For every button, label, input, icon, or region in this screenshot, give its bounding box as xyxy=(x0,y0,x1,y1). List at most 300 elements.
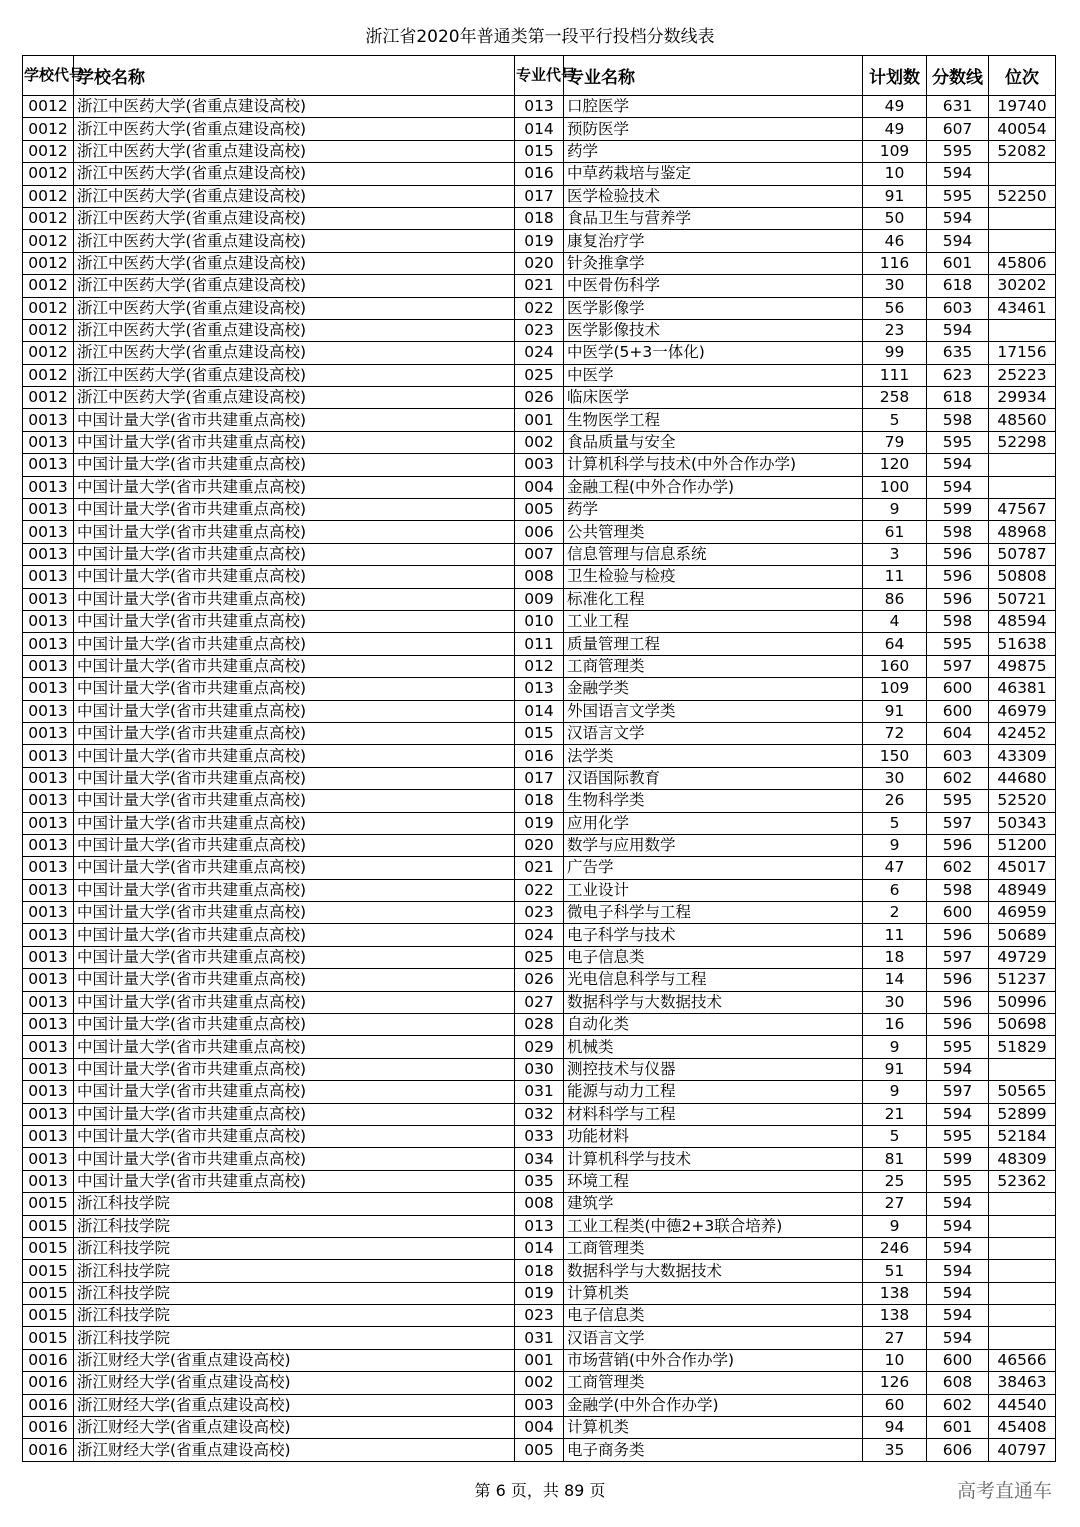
table-row xyxy=(23,902,1056,924)
table-body xyxy=(23,96,1056,1462)
major-code-cell: 029 xyxy=(515,1036,564,1058)
major-code-cell: 005 xyxy=(515,499,564,521)
rank-cell xyxy=(989,1193,1056,1215)
plan-cell: 126 xyxy=(863,1372,927,1394)
table-row xyxy=(23,207,1056,229)
plan-cell: 100 xyxy=(863,476,927,498)
table-row xyxy=(23,946,1056,968)
plan-cell: 5 xyxy=(863,1125,927,1147)
school-code-cell: 0013 xyxy=(23,409,74,431)
school-name-cell: 中国计量大学(省市共建重点高校) xyxy=(74,499,515,521)
major-name-cell: 医学检验技术 xyxy=(564,185,863,207)
school-code-cell: 0015 xyxy=(23,1305,74,1327)
score-cell: 607 xyxy=(927,118,989,140)
major-code-cell: 031 xyxy=(515,1081,564,1103)
major-code-cell: 002 xyxy=(515,1372,564,1394)
school-code-cell: 0013 xyxy=(23,566,74,588)
table-row xyxy=(23,722,1056,744)
school-name-cell: 中国计量大学(省市共建重点高校) xyxy=(74,678,515,700)
table-row xyxy=(23,1439,1056,1461)
rank-cell: 38463 xyxy=(989,1372,1056,1394)
rank-cell xyxy=(989,319,1056,341)
plan-cell: 56 xyxy=(863,297,927,319)
school-name-cell: 中国计量大学(省市共建重点高校) xyxy=(74,588,515,610)
school-code-cell: 0013 xyxy=(23,924,74,946)
plan-cell: 5 xyxy=(863,409,927,431)
major-name-cell: 材料科学与工程 xyxy=(564,1103,863,1125)
table-row xyxy=(23,1282,1056,1304)
school-code-cell: 0013 xyxy=(23,1148,74,1170)
page-title: 浙江省2020年普通类第一段平行投档分数线表 xyxy=(365,27,715,47)
school-name-cell: 浙江中医药大学(省重点建设高校) xyxy=(74,252,515,274)
school-name-cell: 中国计量大学(省市共建重点高校) xyxy=(74,902,515,924)
table-row xyxy=(23,790,1056,812)
major-name-cell: 功能材料 xyxy=(564,1125,863,1147)
rank-cell: 52362 xyxy=(989,1170,1056,1192)
table-row xyxy=(23,678,1056,700)
school-name-cell: 浙江中医药大学(省重点建设高校) xyxy=(74,207,515,229)
rank-cell: 46959 xyxy=(989,902,1056,924)
major-name-cell: 汉语国际教育 xyxy=(564,767,863,789)
table-row xyxy=(23,767,1056,789)
table-row xyxy=(23,1193,1056,1215)
school-name-cell: 中国计量大学(省市共建重点高校) xyxy=(74,924,515,946)
school-name-cell: 中国计量大学(省市共建重点高校) xyxy=(74,633,515,655)
rank-cell: 30202 xyxy=(989,275,1056,297)
score-cell: 596 xyxy=(927,924,989,946)
rank-cell: 50721 xyxy=(989,588,1056,610)
major-name-cell: 数据科学与大数据技术 xyxy=(564,1260,863,1282)
major-name-cell: 生物医学工程 xyxy=(564,409,863,431)
school-code-cell: 0013 xyxy=(23,700,74,722)
school-code-cell: 0013 xyxy=(23,499,74,521)
table-row xyxy=(23,745,1056,767)
plan-cell: 111 xyxy=(863,364,927,386)
plan-cell: 109 xyxy=(863,678,927,700)
major-name-cell: 电子信息类 xyxy=(564,1305,863,1327)
school-code-cell: 0012 xyxy=(23,118,74,140)
school-name-cell: 浙江中医药大学(省重点建设高校) xyxy=(74,319,515,341)
school-name-cell: 中国计量大学(省市共建重点高校) xyxy=(74,543,515,565)
table-row xyxy=(23,499,1056,521)
school-code-cell: 0012 xyxy=(23,207,74,229)
score-cell: 600 xyxy=(927,678,989,700)
table-row xyxy=(23,1081,1056,1103)
table-row xyxy=(23,476,1056,498)
plan-cell: 18 xyxy=(863,946,927,968)
school-name-cell: 浙江财经大学(省重点建设高校) xyxy=(74,1372,515,1394)
school-code-cell: 0012 xyxy=(23,342,74,364)
score-cell: 594 xyxy=(927,1282,989,1304)
plan-cell: 120 xyxy=(863,454,927,476)
rank-cell: 51200 xyxy=(989,834,1056,856)
score-cell: 594 xyxy=(927,1193,989,1215)
header-plan: 计划数 xyxy=(863,56,927,96)
major-code-cell: 031 xyxy=(515,1327,564,1349)
major-name-cell: 药学 xyxy=(564,499,863,521)
score-cell: 598 xyxy=(927,610,989,632)
table-row xyxy=(23,1215,1056,1237)
school-code-cell: 0013 xyxy=(23,812,74,834)
major-name-cell: 环境工程 xyxy=(564,1170,863,1192)
school-code-cell: 0012 xyxy=(23,364,74,386)
school-code-cell: 0013 xyxy=(23,857,74,879)
school-name-cell: 中国计量大学(省市共建重点高校) xyxy=(74,431,515,453)
major-name-cell: 食品质量与安全 xyxy=(564,431,863,453)
score-cell: 596 xyxy=(927,969,989,991)
rank-cell: 43309 xyxy=(989,745,1056,767)
major-name-cell: 测控技术与仪器 xyxy=(564,1058,863,1080)
score-cell: 603 xyxy=(927,297,989,319)
major-code-cell: 018 xyxy=(515,790,564,812)
rank-cell: 48309 xyxy=(989,1148,1056,1170)
score-cell: 594 xyxy=(927,1237,989,1259)
header-major-name: 专业名称 xyxy=(564,56,863,96)
school-code-cell: 0013 xyxy=(23,543,74,565)
plan-cell: 9 xyxy=(863,834,927,856)
rank-cell: 50996 xyxy=(989,991,1056,1013)
plan-cell: 91 xyxy=(863,700,927,722)
school-name-cell: 浙江中医药大学(省重点建设高校) xyxy=(74,140,515,162)
score-cell: 602 xyxy=(927,767,989,789)
major-name-cell: 应用化学 xyxy=(564,812,863,834)
school-name-cell: 浙江财经大学(省重点建设高校) xyxy=(74,1417,515,1439)
score-cell: 618 xyxy=(927,275,989,297)
score-cell: 598 xyxy=(927,409,989,431)
school-name-cell: 浙江科技学院 xyxy=(74,1215,515,1237)
major-code-cell: 033 xyxy=(515,1125,564,1147)
table-row xyxy=(23,543,1056,565)
school-code-cell: 0012 xyxy=(23,140,74,162)
table-row xyxy=(23,633,1056,655)
score-cell: 595 xyxy=(927,431,989,453)
plan-cell: 72 xyxy=(863,722,927,744)
plan-cell: 79 xyxy=(863,431,927,453)
major-name-cell: 金融学(中外合作办学) xyxy=(564,1394,863,1416)
score-cell: 596 xyxy=(927,1014,989,1036)
major-code-cell: 001 xyxy=(515,409,564,431)
major-code-cell: 026 xyxy=(515,387,564,409)
rank-cell xyxy=(989,163,1056,185)
school-name-cell: 中国计量大学(省市共建重点高校) xyxy=(74,521,515,543)
score-cell: 596 xyxy=(927,543,989,565)
score-table xyxy=(22,55,1056,1462)
rank-cell: 52250 xyxy=(989,185,1056,207)
plan-cell: 160 xyxy=(863,655,927,677)
plan-cell: 49 xyxy=(863,96,927,118)
major-name-cell: 电子商务类 xyxy=(564,1439,863,1461)
major-code-cell: 025 xyxy=(515,364,564,386)
table-row xyxy=(23,140,1056,162)
table-row xyxy=(23,1058,1056,1080)
school-code-cell: 0013 xyxy=(23,834,74,856)
plan-cell: 99 xyxy=(863,342,927,364)
rank-cell: 42452 xyxy=(989,722,1056,744)
major-name-cell: 工商管理类 xyxy=(564,1372,863,1394)
school-name-cell: 中国计量大学(省市共建重点高校) xyxy=(74,790,515,812)
major-name-cell: 建筑学 xyxy=(564,1193,863,1215)
score-cell: 595 xyxy=(927,140,989,162)
table-row xyxy=(23,1260,1056,1282)
table-row xyxy=(23,610,1056,632)
school-name-cell: 中国计量大学(省市共建重点高校) xyxy=(74,1125,515,1147)
rank-cell: 51829 xyxy=(989,1036,1056,1058)
table-row xyxy=(23,364,1056,386)
major-name-cell: 外国语言文学类 xyxy=(564,700,863,722)
major-name-cell: 信息管理与信息系统 xyxy=(564,543,863,565)
plan-cell: 258 xyxy=(863,387,927,409)
table-row xyxy=(23,1103,1056,1125)
rank-cell: 50787 xyxy=(989,543,1056,565)
school-name-cell: 浙江科技学院 xyxy=(74,1260,515,1282)
plan-cell: 16 xyxy=(863,1014,927,1036)
school-name-cell: 中国计量大学(省市共建重点高校) xyxy=(74,1103,515,1125)
major-name-cell: 数据科学与大数据技术 xyxy=(564,991,863,1013)
major-name-cell: 中草药栽培与鉴定 xyxy=(564,163,863,185)
score-cell: 594 xyxy=(927,1305,989,1327)
table-row xyxy=(23,588,1056,610)
major-code-cell: 016 xyxy=(515,163,564,185)
plan-cell: 64 xyxy=(863,633,927,655)
rank-cell: 46381 xyxy=(989,678,1056,700)
score-cell: 597 xyxy=(927,812,989,834)
major-name-cell: 机械类 xyxy=(564,1036,863,1058)
major-name-cell: 工商管理类 xyxy=(564,1237,863,1259)
major-code-cell: 025 xyxy=(515,946,564,968)
major-name-cell: 医学影像学 xyxy=(564,297,863,319)
school-code-cell: 0013 xyxy=(23,678,74,700)
score-cell: 598 xyxy=(927,879,989,901)
plan-cell: 138 xyxy=(863,1282,927,1304)
plan-cell: 81 xyxy=(863,1148,927,1170)
major-code-cell: 013 xyxy=(515,1215,564,1237)
table-row xyxy=(23,1237,1056,1259)
major-code-cell: 014 xyxy=(515,1237,564,1259)
major-name-cell: 食品卫生与营养学 xyxy=(564,207,863,229)
score-cell: 635 xyxy=(927,342,989,364)
school-code-cell: 0013 xyxy=(23,1036,74,1058)
school-code-cell: 0013 xyxy=(23,879,74,901)
major-code-cell: 027 xyxy=(515,991,564,1013)
major-code-cell: 008 xyxy=(515,1193,564,1215)
major-code-cell: 018 xyxy=(515,207,564,229)
score-cell: 594 xyxy=(927,163,989,185)
plan-cell: 246 xyxy=(863,1237,927,1259)
major-code-cell: 022 xyxy=(515,879,564,901)
school-name-cell: 中国计量大学(省市共建重点高校) xyxy=(74,879,515,901)
major-code-cell: 019 xyxy=(515,230,564,252)
major-name-cell: 汉语言文学 xyxy=(564,722,863,744)
score-cell: 597 xyxy=(927,655,989,677)
school-name-cell: 浙江中医药大学(省重点建设高校) xyxy=(74,185,515,207)
score-cell: 594 xyxy=(927,319,989,341)
school-name-cell: 浙江中医药大学(省重点建设高校) xyxy=(74,96,515,118)
school-code-cell: 0016 xyxy=(23,1394,74,1416)
major-code-cell: 007 xyxy=(515,543,564,565)
plan-cell: 6 xyxy=(863,879,927,901)
major-name-cell: 电子科学与技术 xyxy=(564,924,863,946)
rank-cell: 50343 xyxy=(989,812,1056,834)
school-code-cell: 0013 xyxy=(23,655,74,677)
major-code-cell: 014 xyxy=(515,118,564,140)
school-name-cell: 中国计量大学(省市共建重点高校) xyxy=(74,566,515,588)
school-name-cell: 中国计量大学(省市共建重点高校) xyxy=(74,857,515,879)
table-row xyxy=(23,185,1056,207)
school-name-cell: 浙江科技学院 xyxy=(74,1282,515,1304)
score-cell: 595 xyxy=(927,1036,989,1058)
table-row xyxy=(23,163,1056,185)
plan-cell: 47 xyxy=(863,857,927,879)
score-cell: 631 xyxy=(927,96,989,118)
score-cell: 602 xyxy=(927,1394,989,1416)
school-code-cell: 0016 xyxy=(23,1372,74,1394)
school-code-cell: 0015 xyxy=(23,1327,74,1349)
plan-cell: 91 xyxy=(863,185,927,207)
table-row xyxy=(23,879,1056,901)
table-row xyxy=(23,566,1056,588)
table-row xyxy=(23,1394,1056,1416)
school-name-cell: 中国计量大学(省市共建重点高校) xyxy=(74,655,515,677)
major-name-cell: 口腔医学 xyxy=(564,96,863,118)
major-code-cell: 028 xyxy=(515,1014,564,1036)
major-name-cell: 针灸推拿学 xyxy=(564,252,863,274)
table-row xyxy=(23,1036,1056,1058)
school-code-cell: 0013 xyxy=(23,521,74,543)
major-code-cell: 021 xyxy=(515,275,564,297)
school-name-cell: 中国计量大学(省市共建重点高校) xyxy=(74,700,515,722)
plan-cell: 9 xyxy=(863,499,927,521)
major-name-cell: 卫生检验与检疫 xyxy=(564,566,863,588)
school-name-cell: 浙江中医药大学(省重点建设高校) xyxy=(74,297,515,319)
school-name-cell: 中国计量大学(省市共建重点高校) xyxy=(74,1058,515,1080)
major-code-cell: 026 xyxy=(515,969,564,991)
school-name-cell: 浙江科技学院 xyxy=(74,1305,515,1327)
rank-cell: 50808 xyxy=(989,566,1056,588)
major-code-cell: 015 xyxy=(515,722,564,744)
plan-cell: 30 xyxy=(863,991,927,1013)
major-name-cell: 药学 xyxy=(564,140,863,162)
school-code-cell: 0012 xyxy=(23,297,74,319)
plan-cell: 60 xyxy=(863,1394,927,1416)
major-name-cell: 生物科学类 xyxy=(564,790,863,812)
major-code-cell: 015 xyxy=(515,140,564,162)
score-cell: 600 xyxy=(927,700,989,722)
school-name-cell: 浙江中医药大学(省重点建设高校) xyxy=(74,387,515,409)
school-code-cell: 0013 xyxy=(23,1103,74,1125)
score-cell: 597 xyxy=(927,946,989,968)
score-cell: 618 xyxy=(927,387,989,409)
major-code-cell: 003 xyxy=(515,1394,564,1416)
table-row xyxy=(23,1327,1056,1349)
table-row xyxy=(23,275,1056,297)
school-name-cell: 浙江财经大学(省重点建设高校) xyxy=(74,1394,515,1416)
major-name-cell: 能源与动力工程 xyxy=(564,1081,863,1103)
header-rank: 位次 xyxy=(989,56,1056,96)
table-row xyxy=(23,991,1056,1013)
rank-cell: 49729 xyxy=(989,946,1056,968)
score-cell: 623 xyxy=(927,364,989,386)
school-code-cell: 0015 xyxy=(23,1260,74,1282)
major-code-cell: 001 xyxy=(515,1349,564,1371)
rank-cell: 45017 xyxy=(989,857,1056,879)
rank-cell: 52899 xyxy=(989,1103,1056,1125)
plan-cell: 49 xyxy=(863,118,927,140)
rank-cell: 46979 xyxy=(989,700,1056,722)
plan-cell: 94 xyxy=(863,1417,927,1439)
major-code-cell: 032 xyxy=(515,1103,564,1125)
school-name-cell: 浙江财经大学(省重点建设高校) xyxy=(74,1349,515,1371)
score-cell: 594 xyxy=(927,230,989,252)
major-name-cell: 预防医学 xyxy=(564,118,863,140)
major-name-cell: 中医学(5+3一体化) xyxy=(564,342,863,364)
school-code-cell: 0013 xyxy=(23,454,74,476)
score-cell: 602 xyxy=(927,857,989,879)
school-code-cell: 0015 xyxy=(23,1193,74,1215)
school-code-cell: 0012 xyxy=(23,252,74,274)
major-name-cell: 工商管理类 xyxy=(564,655,863,677)
header-school-name: 学校名称 xyxy=(74,56,515,96)
plan-cell: 9 xyxy=(863,1215,927,1237)
score-cell: 594 xyxy=(927,207,989,229)
school-code-cell: 0015 xyxy=(23,1237,74,1259)
table-row xyxy=(23,96,1056,118)
school-name-cell: 中国计量大学(省市共建重点高校) xyxy=(74,1036,515,1058)
table-row xyxy=(23,1417,1056,1439)
score-cell: 595 xyxy=(927,1170,989,1192)
school-code-cell: 0015 xyxy=(23,1282,74,1304)
score-cell: 596 xyxy=(927,991,989,1013)
table-row xyxy=(23,342,1056,364)
school-code-cell: 0013 xyxy=(23,431,74,453)
school-name-cell: 中国计量大学(省市共建重点高校) xyxy=(74,946,515,968)
major-code-cell: 023 xyxy=(515,902,564,924)
school-name-cell: 浙江中医药大学(省重点建设高校) xyxy=(74,118,515,140)
score-cell: 603 xyxy=(927,745,989,767)
school-name-cell: 中国计量大学(省市共建重点高校) xyxy=(74,767,515,789)
header-row xyxy=(23,56,1056,96)
rank-cell xyxy=(989,1237,1056,1259)
plan-cell: 27 xyxy=(863,1193,927,1215)
table-row xyxy=(23,230,1056,252)
school-code-cell: 0012 xyxy=(23,275,74,297)
major-code-cell: 004 xyxy=(515,1417,564,1439)
score-cell: 598 xyxy=(927,521,989,543)
rank-cell: 52082 xyxy=(989,140,1056,162)
score-cell: 596 xyxy=(927,566,989,588)
major-code-cell: 024 xyxy=(515,924,564,946)
school-code-cell: 0013 xyxy=(23,588,74,610)
plan-cell: 35 xyxy=(863,1439,927,1461)
plan-cell: 5 xyxy=(863,812,927,834)
rank-cell: 52520 xyxy=(989,790,1056,812)
table-row xyxy=(23,454,1056,476)
school-code-cell: 0012 xyxy=(23,185,74,207)
score-cell: 594 xyxy=(927,476,989,498)
school-name-cell: 中国计量大学(省市共建重点高校) xyxy=(74,1081,515,1103)
school-code-cell: 0013 xyxy=(23,1125,74,1147)
table-row xyxy=(23,1170,1056,1192)
school-name-cell: 中国计量大学(省市共建重点高校) xyxy=(74,991,515,1013)
plan-cell: 109 xyxy=(863,140,927,162)
major-name-cell: 自动化类 xyxy=(564,1014,863,1036)
score-cell: 606 xyxy=(927,1439,989,1461)
rank-cell xyxy=(989,1260,1056,1282)
major-name-cell: 金融工程(中外合作办学) xyxy=(564,476,863,498)
school-name-cell: 中国计量大学(省市共建重点高校) xyxy=(74,969,515,991)
rank-cell: 40054 xyxy=(989,118,1056,140)
school-code-cell: 0013 xyxy=(23,745,74,767)
table-row xyxy=(23,655,1056,677)
